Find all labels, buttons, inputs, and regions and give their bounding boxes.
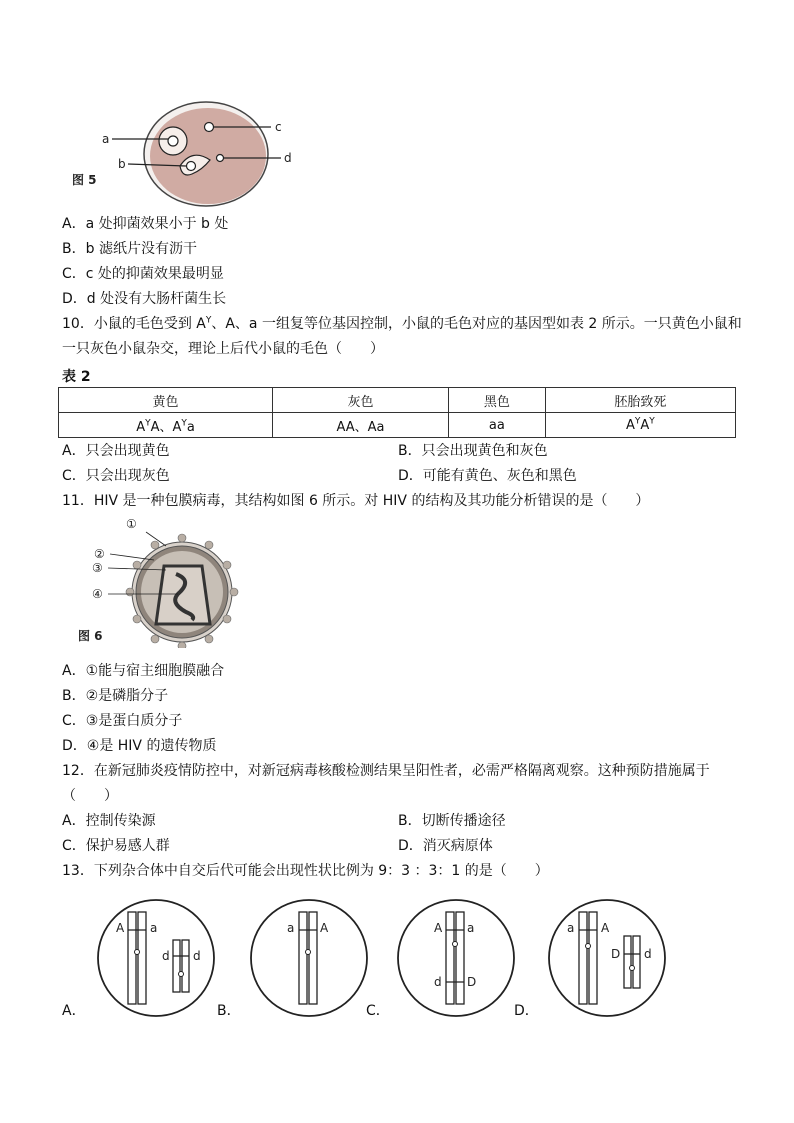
svg-text:a: a	[467, 921, 475, 935]
svg-text:d: d	[193, 949, 201, 963]
q11-option-d: D．④是 HIV 的遗传物质	[62, 738, 217, 754]
callout-a: a	[102, 132, 110, 146]
table-row	[59, 413, 736, 438]
table-cell-lethal-genotypes: $A^YA^Y$	[545, 413, 735, 438]
table-header-gray: 灰色	[273, 388, 449, 413]
svg-text:A: A	[434, 921, 443, 935]
q10-option-a: A．只会出现黄色	[62, 443, 170, 459]
q11-stem: 11．HIV 是一种包膜病毒，其结构如图 6 所示。对 HIV 的结构及其功能分析错误的是（ ）	[62, 493, 650, 509]
q11-option-c: C．③是蛋白质分子	[62, 713, 183, 729]
table-cell-yellow-genotypes: $A^YA$、$A^Ya$	[59, 413, 273, 438]
callout-3: ③	[92, 561, 103, 575]
figure-5-label: 图 5	[72, 173, 97, 187]
table-cell-gray-genotypes: AA、Aa	[273, 413, 449, 438]
table-header-lethal: 胚胎致死	[545, 388, 735, 413]
svg-text:A: A	[320, 921, 329, 935]
filter-paper-c	[205, 123, 214, 132]
figure-6-label: 图 6	[78, 629, 103, 643]
table-2	[58, 387, 736, 438]
q12-stem-line1: 12．在新冠肺炎疫情防控中，对新冠病毒核酸检测结果呈阳性者，必需严格隔离观察。这种预防措施属于	[62, 763, 710, 779]
svg-text:d: d	[162, 949, 170, 963]
svg-text:D: D	[467, 975, 477, 989]
q13-option-a: A．	[62, 1003, 86, 1019]
q12-option-c: C．保护易感人群	[62, 838, 170, 854]
q9-option-d: D．d 处没有大肠杆菌生长	[62, 291, 227, 307]
svg-text:d: d	[434, 975, 442, 989]
svg-text:a: a	[150, 921, 158, 935]
hiv-capsid	[156, 566, 210, 624]
q13-cell-d	[545, 896, 669, 1020]
figure-5	[68, 96, 308, 208]
table-header-yellow: 黄色	[59, 388, 273, 413]
callout-d: d	[284, 151, 292, 165]
svg-text:a: a	[567, 921, 575, 935]
table-cell-black-genotypes: aa	[448, 413, 545, 438]
callout-c: c	[275, 120, 282, 134]
q9-option-a: A．a 处抑菌效果小于 b 处	[62, 216, 229, 232]
callout-4: ④	[92, 587, 103, 601]
q12-option-a: A．控制传染源	[62, 813, 156, 829]
figure-6	[74, 518, 244, 648]
table-header-row	[59, 388, 736, 413]
table-2-title: 表 2	[62, 369, 91, 385]
q13-cell-c	[394, 896, 518, 1020]
svg-text:A: A	[116, 921, 125, 935]
q13-option-d: D．	[514, 1003, 539, 1019]
q10-option-d: D．可能有黄色、灰色和黑色	[398, 468, 577, 484]
q9-option-b: B．b 滤纸片没有沥干	[62, 241, 197, 257]
q10-stem-line1: 10．小鼠的毛色受到 $A^Y$、A、a 一组复等位基因控制，小鼠的毛色对应的基因型如表 2 所示。一只黄色小鼠和	[62, 315, 742, 332]
q13-stem: 13．下列杂合体中自交后代可能会出现性状比例为 9：3 ：3：1 的是（ ）	[62, 863, 549, 879]
q12-option-d: D．消灭病原体	[398, 838, 493, 854]
q10-option-b: B．只会出现黄色和灰色	[398, 443, 548, 459]
svg-text:a: a	[287, 921, 295, 935]
q10-option-c: C．只会出现灰色	[62, 468, 170, 484]
q12-stem-line2: （ ）	[62, 788, 118, 804]
callout-2: ②	[94, 547, 105, 561]
callout-1: ①	[126, 518, 137, 531]
q11-option-a: A．①能与宿主细胞膜融合	[62, 663, 225, 679]
q11-option-b: B．②是磷脂分子	[62, 688, 169, 704]
callout-b: b	[118, 157, 126, 171]
q13-option-c: C．	[366, 1003, 390, 1019]
q12-option-b: B．切断传播途径	[398, 813, 506, 829]
q13-cell-a	[94, 896, 218, 1020]
q9-option-c: C．c 处的抑菌效果最明显	[62, 266, 224, 282]
q10-stem-line2: 一只灰色小鼠杂交，理论上后代小鼠的毛色（ ）	[62, 341, 384, 357]
svg-text:d: d	[644, 947, 652, 961]
q13-option-b: B．	[217, 1003, 241, 1019]
table-header-black: 黑色	[448, 388, 545, 413]
svg-text:A: A	[601, 921, 610, 935]
q13-cell-b	[247, 896, 371, 1020]
filter-paper-d	[217, 155, 224, 162]
svg-text:D: D	[611, 947, 621, 961]
